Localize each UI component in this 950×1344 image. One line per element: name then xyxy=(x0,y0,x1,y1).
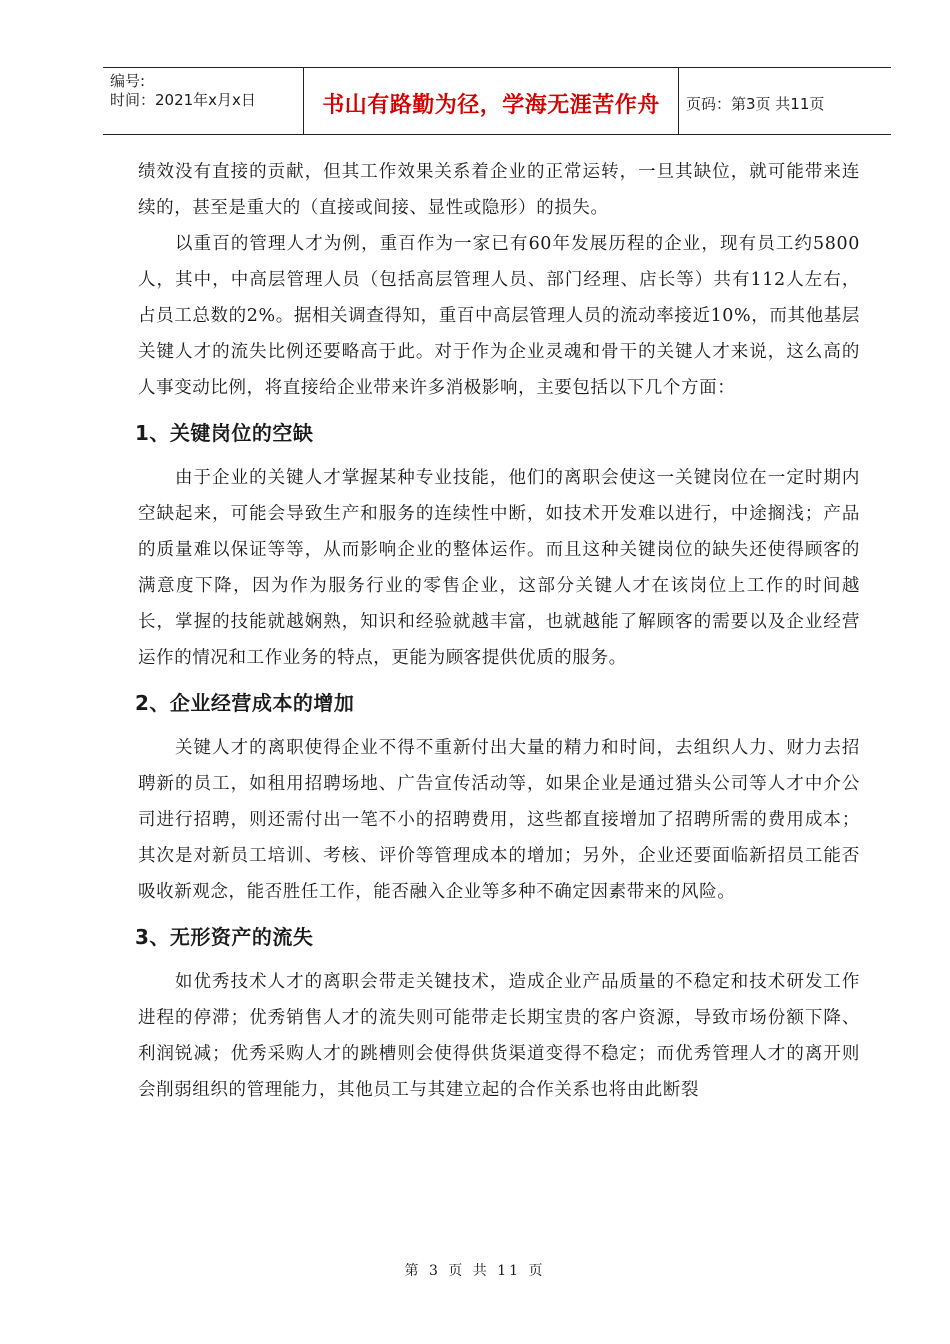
paragraph-5: 如优秀技术人才的离职会带走关键技术，造成企业产品质量的不稳定和技术研发工作进程的停滞；优秀销售人才的流失则可能带走长期宝贵的客户资源，导致市场份额下降、利润锐减；优秀采购人才的跳槽则会使得供货渠道变得不稳定；而优秀管理人才的离开则会削弱组织的管理能力，其他员工与其建立起的合作关系也将由此断裂 xyxy=(138,972,860,1100)
header-motto: 书山有路勤为径，学海无涯苦作舟 xyxy=(322,92,660,118)
header-info-cell xyxy=(103,68,304,134)
section-heading-3: 3、无形资产的流失 xyxy=(135,925,314,949)
paragraph-4: 关键人才的离职使得企业不得不重新付出大量的精力和时间，去组织人力、财力去招聘新的员工，如租用招聘场地、广告宣传活动等，如果企业是通过猎头公司等人才中介公司进行招聘，则还需付出一笔不小的招聘费用，这些都直接增加了招聘所需的费用成本；其次是对新员工培训、考核、评价等管理成本的增加；另外，企业还要面临新招员工能否吸收新观念，能否胜任工作，能否融入企业等多种不确定因素带来的风险。 xyxy=(138,738,860,902)
document-number-label: 编号: xyxy=(110,72,146,90)
page-header xyxy=(103,67,891,135)
paragraph-2: 以重百的管理人才为例，重百作为一家已有60年发展历程的企业，现有员工约5800人，其中，中高层管理人员（包括高层管理人员、部门经理、店长等）共有112人左右，占员工总数的2%。据相关调查得知，重百中高层管理人员的流动率接近10%，而其他基层关键人才的流失比例还要略高于此。对于作为企业灵魂和骨干的关键人才来说，这么高的人事变动比例，将直接给企业带来许多消极影响，主要包括以下几个方面： xyxy=(138,234,860,398)
page-footer: 第 3 页 共 11 页 xyxy=(404,1263,546,1279)
paragraph-3: 由于企业的关键人才掌握某种专业技能，他们的离职会使这一关键岗位在一定时期内空缺起来，可能会导致生产和服务的连续性中断，如技术开发难以进行，中途搁浅；产品的质量难以保证等等，从而影响企业的整体运作。而且这种关键岗位的缺失还使得顾客的满意度下降，因为作为服务行业的零售企业，这部分关键人才在该岗位上工作的时间越长，掌握的技能就越娴熟，知识和经验就越丰富，也就越能了解顾客的需要以及企业经营运作的情况和工作业务的特点，更能为顾客提供优质的服务。 xyxy=(138,468,860,668)
header-page-number: 页码：第3页 共11页 xyxy=(686,94,825,113)
paragraph-1: 绩效没有直接的贡献，但其工作效果关系着企业的正常运转，一旦其缺位，就可能带来连续的，甚至是重大的（直接或间接、显性或隐形）的损失。 xyxy=(138,162,860,218)
document-date-label: 时间：2021年x月x日 xyxy=(110,91,256,109)
section-heading-1: 1、关键岗位的空缺 xyxy=(135,421,314,445)
header-page-cell xyxy=(679,68,891,134)
section-heading-2: 2、企业经营成本的增加 xyxy=(135,691,355,715)
document-body xyxy=(135,154,860,1108)
header-motto-cell xyxy=(304,68,679,134)
